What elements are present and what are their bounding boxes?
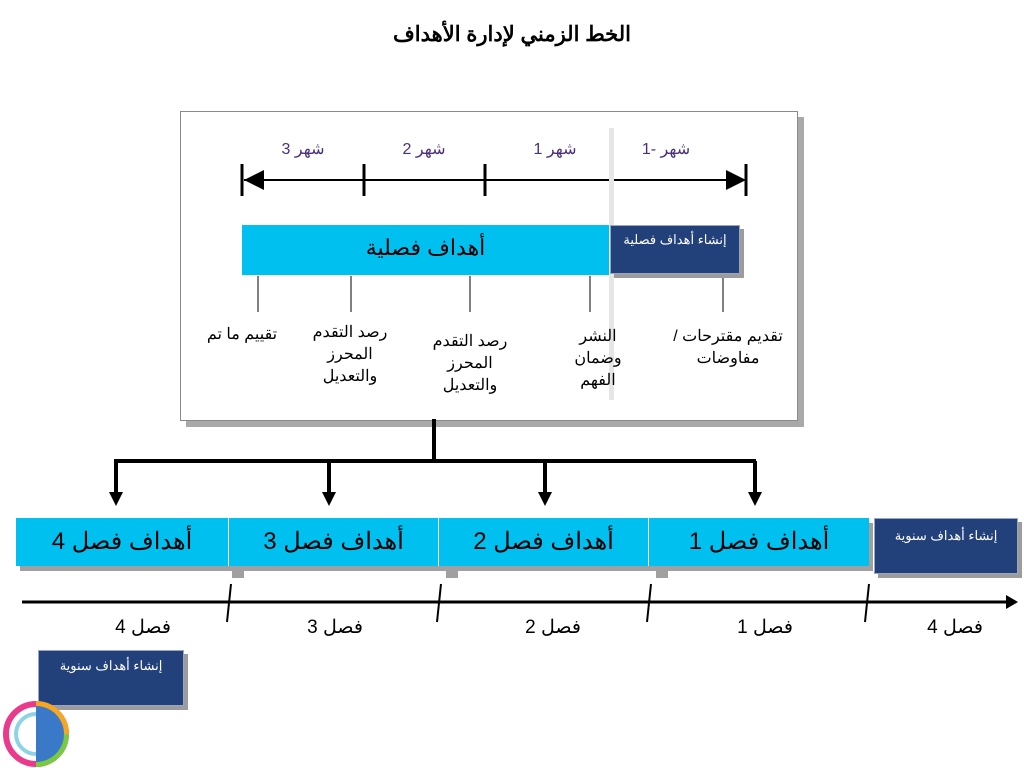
month-label-2: شهر 2 (402, 141, 446, 158)
connector-tree (114, 419, 756, 494)
step-monitor-1: رصد التقدم المحرز والتعديل (312, 324, 388, 385)
create-annual-goals-box: إنشاء أهداف سنوية (874, 518, 1018, 574)
quarter-label-4: فصل 4 (115, 617, 171, 638)
step-ticks (258, 276, 723, 312)
connector-arrowheads (109, 492, 762, 506)
create-quarterly-goals-box: إنشاء أهداف فصلية (610, 225, 740, 274)
quarterly-goals-bar: أهداف فصلية (242, 225, 609, 275)
quarter-3-goals: أهداف فصل 3 (229, 518, 439, 566)
month-label-minus-1: شهر -1 (641, 141, 691, 158)
quarter-label-4-prev: فصل 4 (927, 617, 983, 638)
step-evaluate: تقييم ما تم (206, 326, 278, 343)
quarter-2-goals: أهداف فصل 2 (439, 518, 649, 566)
month-label-3: شهر 3 (281, 141, 325, 158)
quarter-4-goals: أهداف فصل 4 (16, 518, 229, 566)
decorative-logo-icon (0, 698, 80, 768)
quarter-label-3: فصل 3 (307, 617, 363, 638)
quarter-label-2: فصل 2 (525, 617, 581, 638)
quarter-1-goals: أهداف فصل 1 (649, 518, 869, 566)
create-annual-goals-box-2: إنشاء أهداف سنوية (38, 650, 184, 706)
quarter-label-1: فصل 1 (737, 617, 793, 638)
step-monitor-2: رصد التقدم المحرز والتعديل (432, 333, 508, 394)
step-publish: النشر وضمان الفهم (574, 328, 622, 389)
step-proposals: تقديم مقترحات / مفاوضات (673, 328, 783, 367)
month-axis (242, 164, 746, 196)
page-title: الخط الزمني لإدارة الأهداف (393, 23, 631, 46)
month-label-1: شهر 1 (533, 141, 577, 158)
